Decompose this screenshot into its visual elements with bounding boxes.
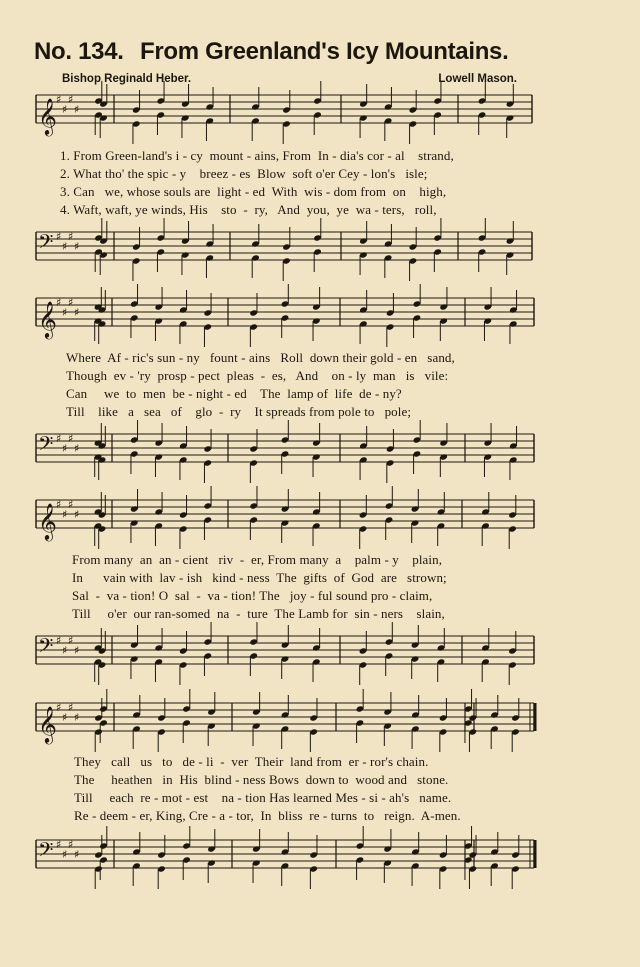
lyric-line: Where Af - ric's sun - ny fount - ains Roll down their gold - en sand, xyxy=(66,350,455,365)
sharp-icon: ♯ xyxy=(68,634,74,647)
composer-credit: Lowell Mason. xyxy=(438,73,517,85)
sharp-icon: ♯ xyxy=(68,93,74,106)
author-credit: Bishop Reginald Heber. xyxy=(62,73,192,85)
sharp-icon: ♯ xyxy=(74,711,80,724)
sharp-icon: ♯ xyxy=(68,432,74,445)
lyric-line: Till each re - mot - est na - tion Has learned Mes - si - ah's name. xyxy=(74,790,452,805)
sharp-icon: ♯ xyxy=(74,103,80,116)
sharp-icon: ♯ xyxy=(56,432,62,445)
sharp-icon: ♯ xyxy=(68,296,74,309)
sharp-icon: ♯ xyxy=(56,498,62,511)
lyric-line: From many an an - cient riv - er, From many a palm - y plain, xyxy=(72,552,443,567)
sharp-icon: ♯ xyxy=(62,442,68,455)
lyric-line: 1. From Green-land's i - cy mount - ains, From In - dia's cor - al strand, xyxy=(60,148,454,163)
sharp-icon: ♯ xyxy=(74,644,80,657)
sharp-icon: ♯ xyxy=(56,230,62,243)
sharp-icon: ♯ xyxy=(74,442,80,455)
sharp-icon: ♯ xyxy=(74,306,80,319)
lyric-line: Can we to men be - night - ed The lamp of life de - ny? xyxy=(66,386,402,401)
treble-clef-icon: 𝄞 xyxy=(38,705,57,743)
treble-clef-icon: 𝄞 xyxy=(38,502,57,540)
bass-clef-icon: 𝄢 xyxy=(38,838,54,866)
bass-clef-icon: 𝄢 xyxy=(38,230,54,258)
lyric-line: Till like a sea of glo - ry It spreads from pole to pole; xyxy=(66,404,412,419)
lyric-line: Though ev - 'ry prosp - pect pleas - es, And on - ly man is vile: xyxy=(66,368,449,383)
sharp-icon: ♯ xyxy=(68,701,74,714)
sharp-icon: ♯ xyxy=(68,498,74,511)
sharp-icon: ♯ xyxy=(62,711,68,724)
hymn-number: No. 134. xyxy=(34,38,124,65)
sharp-icon: ♯ xyxy=(56,296,62,309)
sharp-icon: ♯ xyxy=(68,838,74,851)
lyric-line: Re - deem - er, King, Cre - a - tor, In bliss re - turns to reign. A-men. xyxy=(74,808,461,823)
lyric-line: The heathen in His blind - ness Bows down to wood and stone. xyxy=(74,772,449,787)
sharp-icon: ♯ xyxy=(62,644,68,657)
lyric-line: 4. Waft, waft, ye winds, His sto - ry, And you, ye wa - ters, roll, xyxy=(60,202,437,217)
sharp-icon: ♯ xyxy=(56,701,62,714)
sharp-icon: ♯ xyxy=(62,240,68,253)
sharp-icon: ♯ xyxy=(68,230,74,243)
bass-clef-icon: 𝄢 xyxy=(38,634,54,662)
sharp-icon: ♯ xyxy=(62,848,68,861)
hymn-title: From Greenland's Icy Mountains. xyxy=(140,38,509,65)
bass-clef-icon: 𝄢 xyxy=(38,432,54,460)
sharp-icon: ♯ xyxy=(74,508,80,521)
lyric-line: They call us to de - li - ver Their land from er - ror's chain. xyxy=(74,754,429,769)
treble-clef-icon: 𝄞 xyxy=(38,97,57,135)
lyric-line: Sal - va - tion! O sal - va - tion! The joy - ful sound pro - claim, xyxy=(72,588,433,603)
sharp-icon: ♯ xyxy=(62,508,68,521)
lyric-line: 3. Can we, whose souls are light - ed With wis - dom from on high, xyxy=(60,184,447,199)
sharp-icon: ♯ xyxy=(74,240,80,253)
sharp-icon: ♯ xyxy=(74,848,80,861)
sharp-icon: ♯ xyxy=(62,306,68,319)
sharp-icon: ♯ xyxy=(56,93,62,106)
sharp-icon: ♯ xyxy=(62,103,68,116)
lyric-line: 2. What tho' the spic - y breez - es Blow soft o'er Cey - lon's isle; xyxy=(60,166,428,181)
treble-clef-icon: 𝄞 xyxy=(38,300,57,338)
lyric-line: In vain with lav - ish kind - ness The gifts of God are strown; xyxy=(72,570,447,585)
sharp-icon: ♯ xyxy=(56,838,62,851)
sharp-icon: ♯ xyxy=(56,634,62,647)
lyric-line: Till o'er our ran-somed na - ture The Lamb for sin - ners slain, xyxy=(72,606,445,621)
